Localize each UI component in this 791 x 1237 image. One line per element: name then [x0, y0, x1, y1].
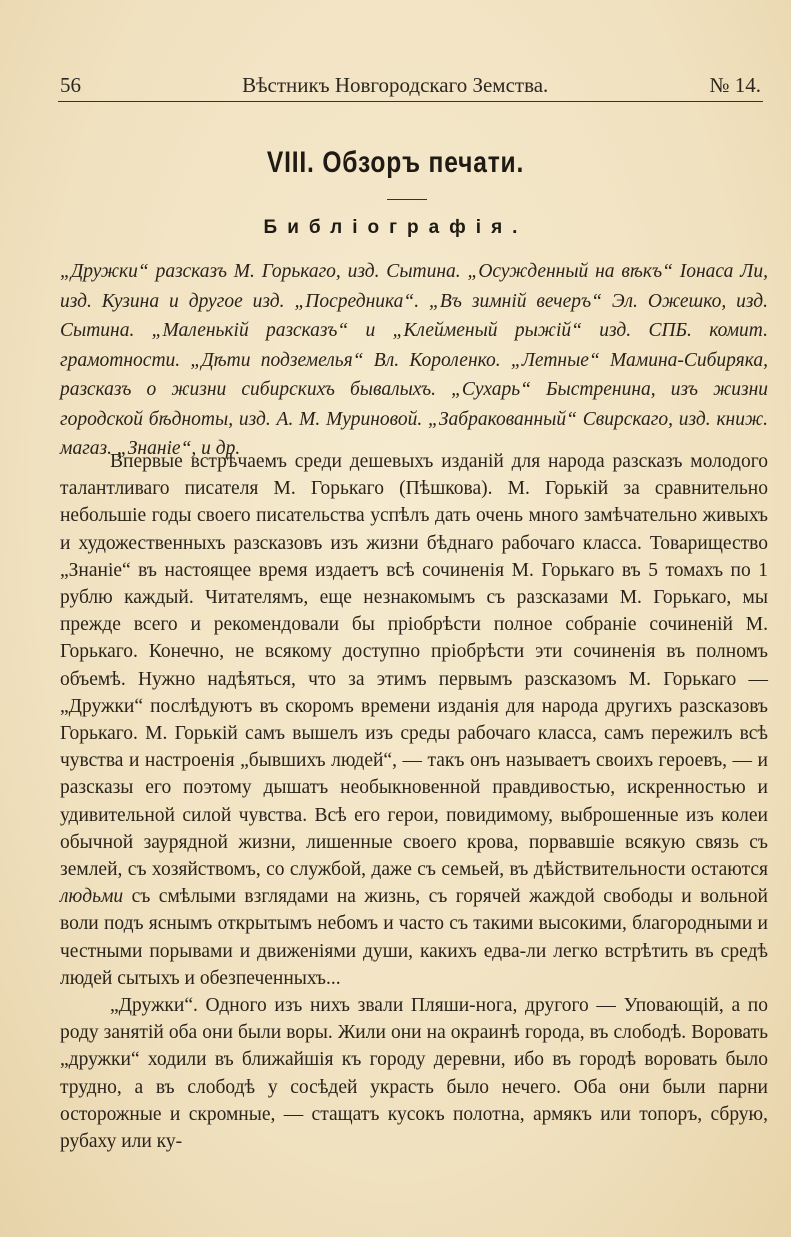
issue-number: № 14. — [709, 72, 761, 97]
bibliography-list: „Дружки“ разсказъ М. Горькаго, изд. Сытина. „Осужденный на вѣкъ“ Іонаса Ли, изд. Кузина и другое изд. „Посредника“. „Въ зимній вечеръ“ Эл. Ожешко, изд. Сытина. „Маленькій разсказъ“ и „Клейменый рыжій“ изд. СПБ. комит. грамотности. „Дѣти подземелья“ Вл. Короленко. „Летные“ Мамина-Сибиряка, разсказъ о жизни сибирскихъ бывалыхъ. „Сухарь“ Быстренина, изъ жизни городской бѣдноты, изд. А. М. Муриновой. „Забракованный“ Свирскаго, изд. книж. магаз. „Знаніе“, и др. — [60, 261, 768, 459]
page-number: 56 — [60, 72, 81, 97]
paragraph-text: Впервые встрѣчаемъ среди дешевыхъ изданій для народа разсказъ молодого талантливаго писателя М. Горькаго (Пѣшкова). М. Горькій за сравнительно небольшіе годы своего писательства успѣлъ дать очень много замѣчательно живыхъ и художественныхъ разсказовъ изъ жизни бѣднаго рабочаго класса. Товарищество „Знаніе“ въ настоящее время издаетъ всѣ сочиненія М. Горькаго въ 5 томахъ по 1 рублю каждый. Читателямъ, еще незнакомымъ съ разсказами М. Горькаго, мы прежде всего и рекомендовали бы пріобрѣсти полное собраніе сочиненій М. Горькаго. Конечно, не всякому доступно пріобрѣсти эти сочиненія въ полномъ объемѣ. Нужно надѣяться, что за этимъ первымъ разсказомъ М. Горькаго — „Дружки“ послѣдуютъ въ скоромъ времени изданія для народа другихъ разсказовъ Горькаго. М. Горькій самъ вышелъ изъ среды рабочаго класса, самъ пережилъ всѣ чувства и настроенія „бывшихъ людей“, — такъ онъ называетъ своихъ героевъ, — и разсказы его поэтому дышатъ необыкновенной правдивостью, искренностью и удивительной силой чувства. Всѣ его герои, повидимому, выброшенные изъ колеи обычной заурядной жизни, лишенные своего крова, порвавшіе всякую связь съ землей, съ хозяйствомъ, со службой, даже съ семьей, въ дѣйствительности остаются — [60, 451, 768, 881]
section-title: VIII. Обзоръ печати. — [266, 146, 525, 179]
paragraph: „Дружки“. Одного изъ нихъ звали Пляши-нога, другого — Уповающій, а по роду занятій оба они были воры. Жили они на окраинѣ города, въ слободѣ. Воровать „дружки“ ходили въ ближайшія къ городу деревни, ибо въ городѣ воровать было трудно, а въ слободѣ у сосѣдей украсть было нечего. Оба они были парни осторожные и скромные, — стащатъ кусокъ полотна, армякъ или топоръ, сбрую, рубаху или ку- — [60, 995, 768, 1153]
review-text — [60, 448, 768, 1155]
journal-title: Вѣстникъ Новгородскаго Земства. — [242, 72, 549, 97]
paragraph — [60, 448, 768, 992]
running-head — [60, 68, 761, 102]
section-subtitle: Библіографія. — [263, 217, 528, 238]
title-divider — [387, 199, 427, 200]
header-rule — [58, 101, 763, 102]
emphasized-word: людьми — [60, 886, 124, 908]
paragraph-text: съ смѣлыми взглядами на жизнь, съ горячей жаждой свободы и вольной воли подъ яснымъ открытымъ небомъ и часто съ такими высокими, благородными и честными порывами и движеніями души, какихъ едва-ли легко встрѣтить въ средѣ людей сытыхъ и обезпеченныхъ... — [60, 886, 768, 989]
